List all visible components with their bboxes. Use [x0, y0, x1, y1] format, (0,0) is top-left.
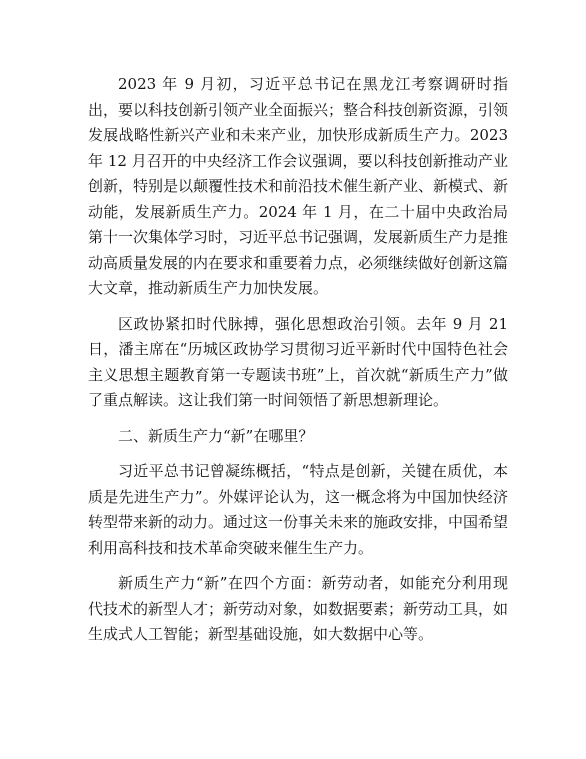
paragraph-four-aspects: 新质生产力“新”在四个方面：新劳动者，如能充分利用现代技术的新型人才；新劳动对象，如数据要素；新劳动工具，如生成式人工智能；新型基础设施，如大数据中心等。 [88, 574, 509, 643]
paragraph-cppcc-study: 区政协紧扣时代脉搏，强化思想政治引领。去年 9 月 21 日，潘主席在“历城区政协学习贯彻习近平新时代中国特色社会主义思想主题教育第一专题读书班”上，首次就“新质生产力”做了重点解读。这让我们第一时间领悟了新思想新理论。 [88, 314, 508, 409]
document-body [88, 72, 508, 658]
paragraph-xinzhi-background: 2023 年 9 月初，习近平总书记在黑龙江考察调研时指出，要以科技创新引领产业全面振兴；整合科技创新资源，引领发展战略性新兴产业和未来产业，加快形成新质生产力。2023 年 12 月召开的中央经济工作会议强调，要以科技创新推动产业创新，特别是以颠覆性技术和前沿技术催生新产业、新模式、新动能，发展新质生产力。2024 年 1 月，在二十届中央政治局第十一次集体学习时，习近平总书记强调，发展新质生产力是推动高质量发展的内在要求和重要着力点，必须继续做好创新这篇大文章，推动新质生产力加快发展。 [88, 75, 509, 297]
paragraph-definition: 习近平总书记曾凝练概括，“特点是创新，关键在质优，本质是先进生产力”。外媒评论认为，这一概念将为中国加快经济转型带来新的动力。通过这一份事关未来的施政安排，中国希望利用高科技和技术革命突破来催生生产力。 [88, 462, 509, 557]
section-heading-what-is-new: 二、新质生产力“新”在哪里？ [118, 426, 314, 445]
